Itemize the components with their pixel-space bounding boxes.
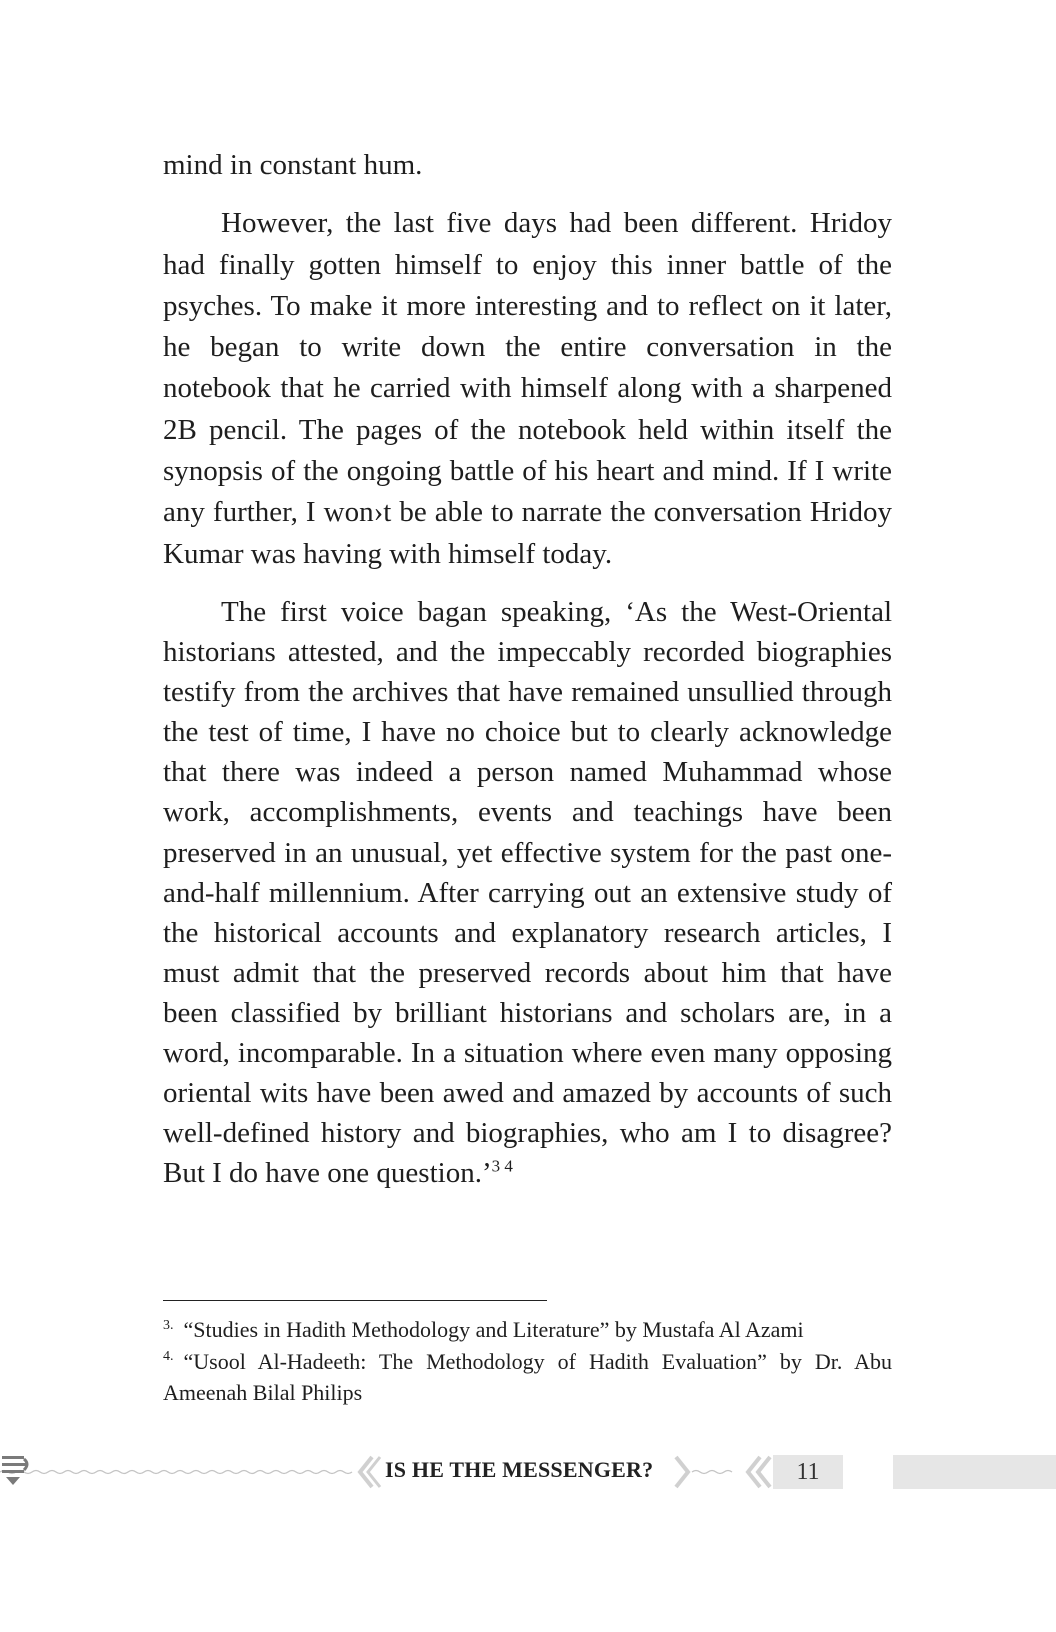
page-number: 11 bbox=[773, 1455, 843, 1489]
chevron-right-outer bbox=[676, 1457, 688, 1487]
paragraph-2: However, the last five days had been different. Hridoy had finally gotten himself to enjoy this inner battle of the psyches. To make it more interesting and to reflect on it later, he began to write down the entire conversation in the notebook that he carried with himself along with a sharpened 2B pencil. The pages of the notebook held within itself the synopsis of the ongoing battle of his heart and mind. If I write any further, I won›t be able to narrate the conversation Hridoy Kumar was having with himself today. bbox=[163, 207, 892, 570]
paragraph-3 bbox=[163, 592, 892, 1193]
footnote-3 bbox=[163, 1314, 892, 1346]
paragraph-1: mind in constant hum. bbox=[163, 149, 423, 181]
footnote-references: 3 4 bbox=[491, 1156, 513, 1176]
footnotes bbox=[163, 1314, 892, 1409]
main-text bbox=[163, 145, 892, 1193]
footnote-number: 3. bbox=[163, 1317, 174, 1333]
footnote-number: 4. bbox=[163, 1349, 174, 1365]
footnote-divider bbox=[163, 1300, 547, 1301]
paragraph-3-text: The first voice bagan speaking, ‘As the West-Oriental historians attested, and the impeccably recorded biographies testify from the archives that have remained unsullied through the test of time, I have no choice but to clearly acknowledge that there was indeed a person named Muhammad whose work, accomplishments, events and teachings have been preserved in an unusual, yet effective system for the past one-and-half millennium. After carrying out an extensive study of the historical accounts and explanatory research articles, I must admit that the preserved records about him that have been classified by brilliant historians and scholars are, in a word, incomparable. In a situation where even many opposing oriental wits have been awed and amazed by accounts of such well-defined history and biographies, who am I to disagree? But I do have one question.’ bbox=[163, 595, 892, 1190]
wavy-line-mid bbox=[692, 1471, 732, 1474]
footnote-4 bbox=[163, 1346, 892, 1409]
book-title: IS HE THE MESSENGER? bbox=[385, 1457, 654, 1482]
chevron-left-outer bbox=[360, 1457, 372, 1487]
footnote-text: “Studies in Hadith Methodology and Literature” by Mustafa Al Azami bbox=[183, 1317, 804, 1342]
footnote-text: “Usool Al-Hadeeth: The Methodology of Hadith Evaluation” by Dr. Abu Ameenah Bilal Philips bbox=[163, 1348, 892, 1405]
page-footer bbox=[0, 1453, 1056, 1491]
menu-arrow-icon bbox=[0, 1453, 30, 1487]
wavy-line-left bbox=[0, 1471, 352, 1474]
footer-bar bbox=[893, 1455, 1056, 1489]
chevron-left-page-2 bbox=[758, 1457, 770, 1487]
